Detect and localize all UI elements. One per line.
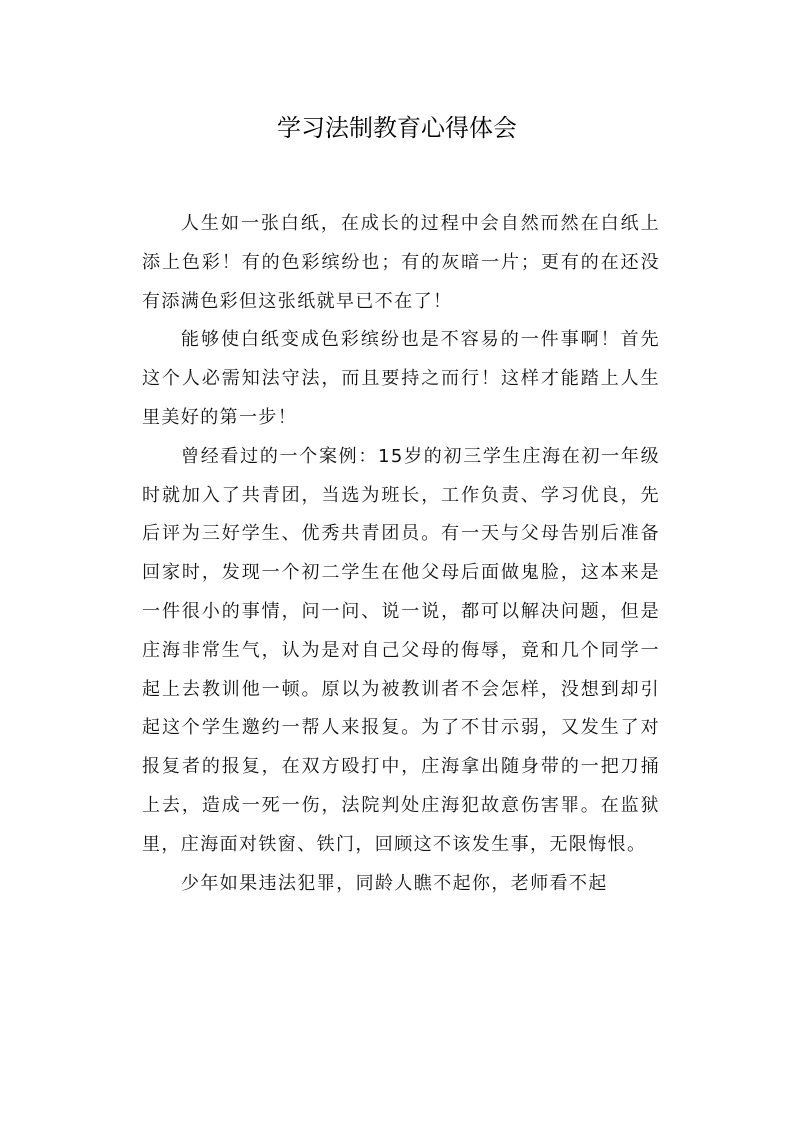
document-title: 学习法制教育心得体会 xyxy=(277,114,517,142)
paragraph: 曾经看过的一个案例：15岁的初三学生庄海在初一年级时就加入了共青团，当选为班长，工作负责、学习优良，先后评为三好学生、优秀共青团员。有一天与父母告别后准备回家时，发现一个初二学生在他父母后面做鬼脸，这本来是一件很小的事情，问一问、说一说，都可以解决问题，但是庄海非常生气，认为是对自己父母的侮辱，竟和几个同学一起上去教训他一顿。原以为被教训者不会怎样，没想到却引起这个学生邀约一帮人来报复。为了不甘示弱，又发生了对报复者的报复，在双方殴打中，庄海拿出随身带的一把刀捅上去，造成一死一伤，法院判处庄海犯故意伤害罪。在监狱里，庄海面对铁窗、铁门，回顾这不该发生事，无限悔恨。 xyxy=(142,445,660,855)
document-body xyxy=(142,205,660,903)
paragraph: 少年如果违法犯罪，同龄人瞧不起你，老师看不起 xyxy=(181,872,608,894)
paragraph: 能够使白纸变成色彩缤纷也是不容易的一件事啊！首先这个人必需知法守法，而且要持之而行！这样才能踏上人生里美好的第一步！ xyxy=(142,329,660,428)
paragraph: 人生如一张白纸，在成长的过程中会自然而然在白纸上添上色彩！有的色彩缤纷也；有的灰暗一片；更有的在还没有添满色彩但这张纸就早已不在了！ xyxy=(142,213,660,312)
